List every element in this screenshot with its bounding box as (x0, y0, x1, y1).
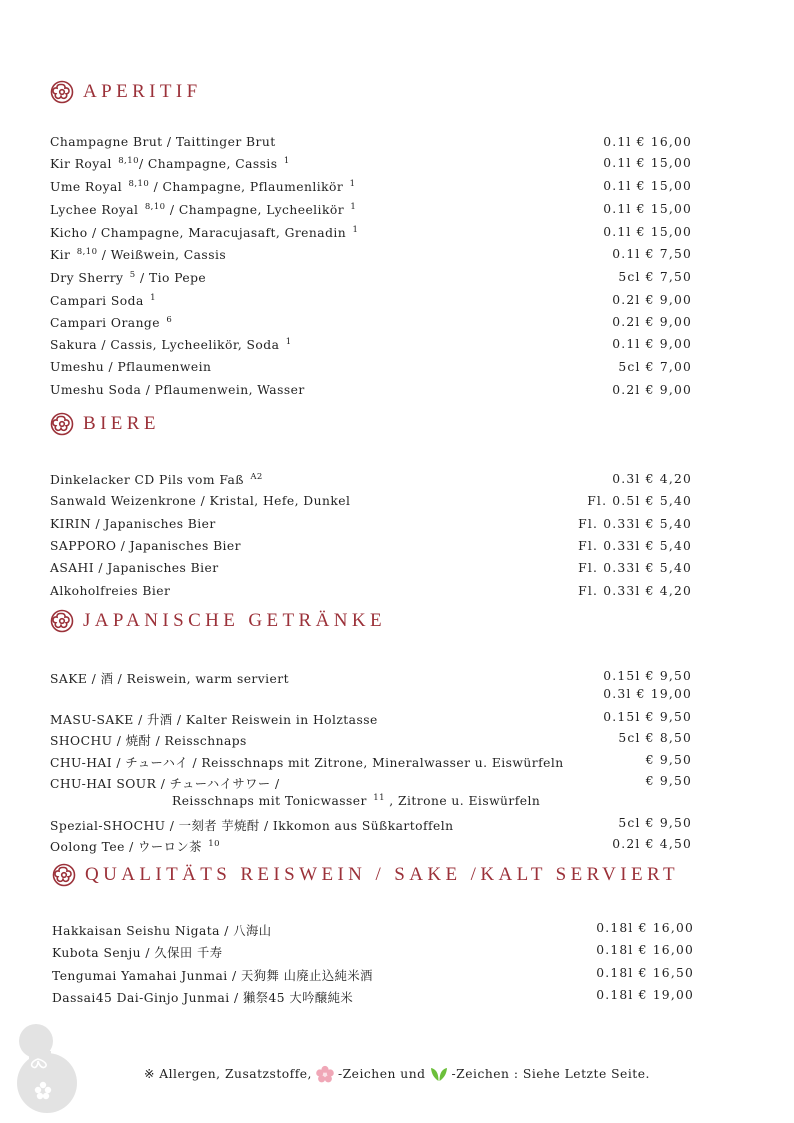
item-superscript: 10 (208, 839, 220, 849)
item-price: € 9,50 (645, 753, 692, 767)
item-name-text: SHOCHU / 焼酎 / Reisschnaps (50, 734, 247, 748)
item-superscript: 1 (350, 202, 357, 212)
flower-emblem-icon (52, 863, 76, 887)
item-name (50, 669, 289, 687)
flower-emblem-icon (50, 80, 74, 104)
item-price: € 9,50 (645, 774, 692, 788)
item-name (50, 494, 350, 508)
menu-item (50, 539, 692, 557)
item-name-text: Umeshu Soda / Pflaumenwein, Wasser (50, 383, 305, 397)
item-name (50, 270, 206, 285)
item-name-text: CHU-HAI SOUR / チューハイサワー / (50, 777, 280, 791)
item-name-text: KIRIN / Japanisches Bier (50, 517, 216, 531)
item-superscript: 11 (373, 793, 385, 803)
menu-item (50, 360, 692, 378)
item-name (50, 753, 564, 771)
item-name (50, 710, 378, 728)
item-name-text: Kubota Senju / 久保田 千寿 (52, 946, 223, 960)
section-qualitaets-reiswein (52, 862, 694, 1005)
item-price: 5cl € 8,50 (618, 731, 692, 745)
leaf-icon (429, 1065, 449, 1083)
menu-item (52, 988, 694, 1006)
item-superscript: 5 (129, 270, 136, 280)
menu-item (50, 669, 692, 701)
item-name (50, 517, 216, 531)
item-name (50, 315, 172, 330)
item-price: Fl. 0.33l € 5,40 (578, 517, 692, 531)
item-price: 5cl € 9,50 (618, 816, 692, 830)
menu-item (50, 774, 692, 808)
item-name (52, 943, 222, 961)
menu-item (50, 731, 692, 749)
section-heading (52, 862, 694, 888)
item-name (50, 561, 219, 575)
menu-item (50, 561, 692, 579)
item-name (50, 472, 263, 487)
item-name-text: Lychee Royal (50, 203, 143, 217)
item-name-text: Kir Royal (50, 157, 117, 171)
item-superscript: 1 (150, 293, 156, 303)
item-name (50, 247, 226, 262)
item-name (50, 539, 241, 553)
item-name-text: MASU-SAKE / 升酒 / Kalter Reiswein in Holztasse (50, 713, 378, 727)
item-name-text: Dassai45 Dai-Ginjo Junmai / 獺祭45 大吟醸純米 (52, 991, 354, 1005)
item-name-text: Reisschnaps mit Tonicwasser (172, 794, 372, 808)
item-name-text: Sakura / Cassis, Lycheelikör, Soda (50, 338, 284, 352)
item-name-text: CHU-HAI / チューハイ / Reisschnaps mit Zitrone, Mineralwasser u. Eiswürfeln (50, 756, 564, 770)
footer-suffix: -Zeichen : Siehe Letzte Seite. (451, 1067, 650, 1081)
item-superscript: 1 (352, 225, 359, 235)
menu-item (50, 270, 692, 288)
menu-item (50, 225, 692, 243)
menu-item (50, 247, 692, 265)
menu-item (50, 710, 692, 728)
item-name (50, 202, 356, 217)
item-name-rest: , Zitrone u. Eiswürfeln (384, 794, 541, 808)
item-name (50, 179, 355, 194)
item-name-rest: / Weißwein, Cassis (97, 248, 227, 262)
item-name-text: SAPPORO / Japanisches Bier (50, 539, 241, 553)
item-name-text: Umeshu / Pflaumenwein (50, 360, 212, 374)
menu-item (50, 517, 692, 535)
item-price: 0.1l € 15,00 (603, 179, 692, 193)
item-name-text: SAKE / 酒 / Reiswein, warm serviert (50, 672, 289, 686)
section-title: JAPANISCHE GETRÄNKE (83, 610, 386, 631)
item-name-text: Spezial-SHOCHU / 一刻者 芋焼酎 / Ikkomon aus Süßkartoffeln (50, 819, 454, 833)
menu-item (52, 921, 694, 939)
item-price-secondary: 0.3l € 19,00 (603, 687, 692, 701)
menu-item (50, 472, 692, 490)
flower-emblem-icon (50, 412, 74, 436)
menu-item (50, 816, 692, 834)
item-name (50, 584, 170, 598)
item-price: 0.18l € 16,50 (596, 966, 694, 980)
section-heading (50, 608, 692, 634)
menu-item (50, 753, 692, 771)
item-name (50, 774, 280, 792)
section-biere (50, 411, 692, 598)
item-name-text: Champagne Brut / Taittinger Brut (50, 135, 276, 149)
gourd-decoration-icon (14, 1017, 80, 1117)
item-name-text: Kicho / Champagne, Maracujasaft, Grenadin (50, 226, 351, 240)
item-price: 0.1l € 7,50 (612, 247, 692, 261)
menu-item (50, 179, 692, 197)
item-superscript: 1 (285, 337, 292, 347)
item-price: 5cl € 7,00 (618, 360, 692, 374)
item-name-rest: / Tio Pepe (135, 271, 207, 285)
section-aperitif (50, 79, 692, 397)
item-superscript: 6 (166, 315, 173, 325)
item-name-text: Alkoholfreies Bier (50, 584, 171, 598)
item-price: 0.1l € 16,00 (603, 135, 692, 149)
section-title: APERITIF (83, 81, 202, 102)
item-price: 0.2l € 9,00 (612, 293, 692, 307)
menu-item (50, 135, 692, 153)
item-price: 0.1l € 15,00 (603, 156, 692, 170)
item-price: 0.18l € 16,00 (596, 921, 694, 935)
item-superscript: 8,10 (128, 179, 150, 189)
menu-item (50, 202, 692, 220)
item-price: Fl. 0.33l € 5,40 (578, 539, 692, 553)
item-name (50, 337, 292, 352)
item-price: 0.15l € 9,50 (603, 710, 692, 724)
item-name (50, 360, 211, 374)
item-price: 0.2l € 9,00 (612, 315, 692, 329)
item-price: 0.1l € 15,00 (603, 225, 692, 239)
item-name-text: Campari Orange (50, 316, 165, 330)
item-name-rest: / Champagne, Pflaumenlikör (149, 180, 348, 194)
item-price: 0.1l € 15,00 (603, 202, 692, 216)
item-price: 0.1l € 9,00 (612, 337, 692, 351)
item-price: Fl. 0.33l € 4,20 (578, 584, 692, 598)
menu-item (50, 315, 692, 333)
item-name-rest: / Champagne, Cassis (138, 157, 282, 171)
item-name-text: Dinkelacker CD Pils vom Faß (50, 473, 249, 487)
item-name-text: Tengumai Yamahai Junmai / 天狗舞 山廃止込純米酒 (52, 969, 373, 983)
menu-item (50, 156, 692, 174)
item-name (50, 837, 220, 855)
item-price: Fl. 0.33l € 5,40 (578, 561, 692, 575)
section-title: QUALITÄTS REISWEIN / SAKE /KALT SERVIERT (85, 864, 679, 885)
item-superscript: A2 (250, 472, 263, 482)
item-price: 0.18l € 16,00 (596, 943, 694, 957)
item-name-text: Dry Sherry (50, 271, 128, 285)
menu-item (52, 943, 694, 961)
item-name-rest: / Champagne, Lycheelikör (165, 203, 349, 217)
section-title: BIERE (83, 413, 160, 434)
item-price: 0.18l € 19,00 (596, 988, 694, 1002)
footer-middle: -Zeichen und (337, 1067, 426, 1081)
item-price: Fl. 0.5l € 5,40 (587, 494, 692, 508)
item-name-text: ASAHI / Japanisches Bier (50, 561, 219, 575)
item-price: 0.2l € 4,50 (612, 837, 692, 851)
item-name (52, 921, 271, 939)
item-name (50, 135, 276, 149)
footer-prefix: ※ Allergen, Zusatzstoffe, (144, 1067, 312, 1081)
item-name-text: Ume Royal (50, 180, 127, 194)
item-name (50, 225, 358, 240)
item-name (50, 731, 247, 749)
item-name (50, 383, 305, 397)
menu-item (50, 494, 692, 512)
item-price: 0.3l € 4,20 (612, 472, 692, 486)
menu-item (50, 293, 692, 311)
menu-item (52, 966, 694, 984)
item-name-text: Kir (50, 248, 75, 262)
item-superscript: 8,10 (118, 156, 139, 166)
item-price: 5cl € 7,50 (618, 270, 692, 284)
sakura-icon (315, 1065, 335, 1083)
item-name (52, 988, 353, 1006)
item-name-text: Hakkaisan Seishu Nigata / 八海山 (52, 924, 272, 938)
item-superscript: 1 (349, 179, 356, 189)
item-name (50, 293, 156, 308)
menu-item (50, 837, 692, 855)
item-name (52, 966, 373, 984)
item-superscript: 1 (283, 156, 290, 166)
item-name (50, 156, 290, 171)
section-heading (50, 79, 692, 105)
item-description-continued (172, 793, 540, 808)
item-name-text: Oolong Tee / ウーロン茶 (50, 840, 207, 854)
item-name-text: Sanwald Weizenkrone / Kristal, Hefe, Dunkel (50, 494, 351, 508)
footer-note (144, 1065, 650, 1083)
item-price: 0.2l € 9,00 (612, 383, 692, 397)
menu-item (50, 584, 692, 602)
item-price: 0.15l € 9,50 (603, 669, 692, 683)
item-superscript: 8,10 (76, 247, 98, 257)
item-name-text: Campari Soda (50, 294, 149, 308)
section-heading (50, 411, 692, 437)
flower-emblem-icon (50, 609, 74, 633)
item-name (50, 816, 453, 834)
menu-item (50, 337, 692, 355)
menu-item (50, 383, 692, 401)
section-japanische-getraenke (50, 608, 692, 854)
item-superscript: 8,10 (144, 202, 166, 212)
